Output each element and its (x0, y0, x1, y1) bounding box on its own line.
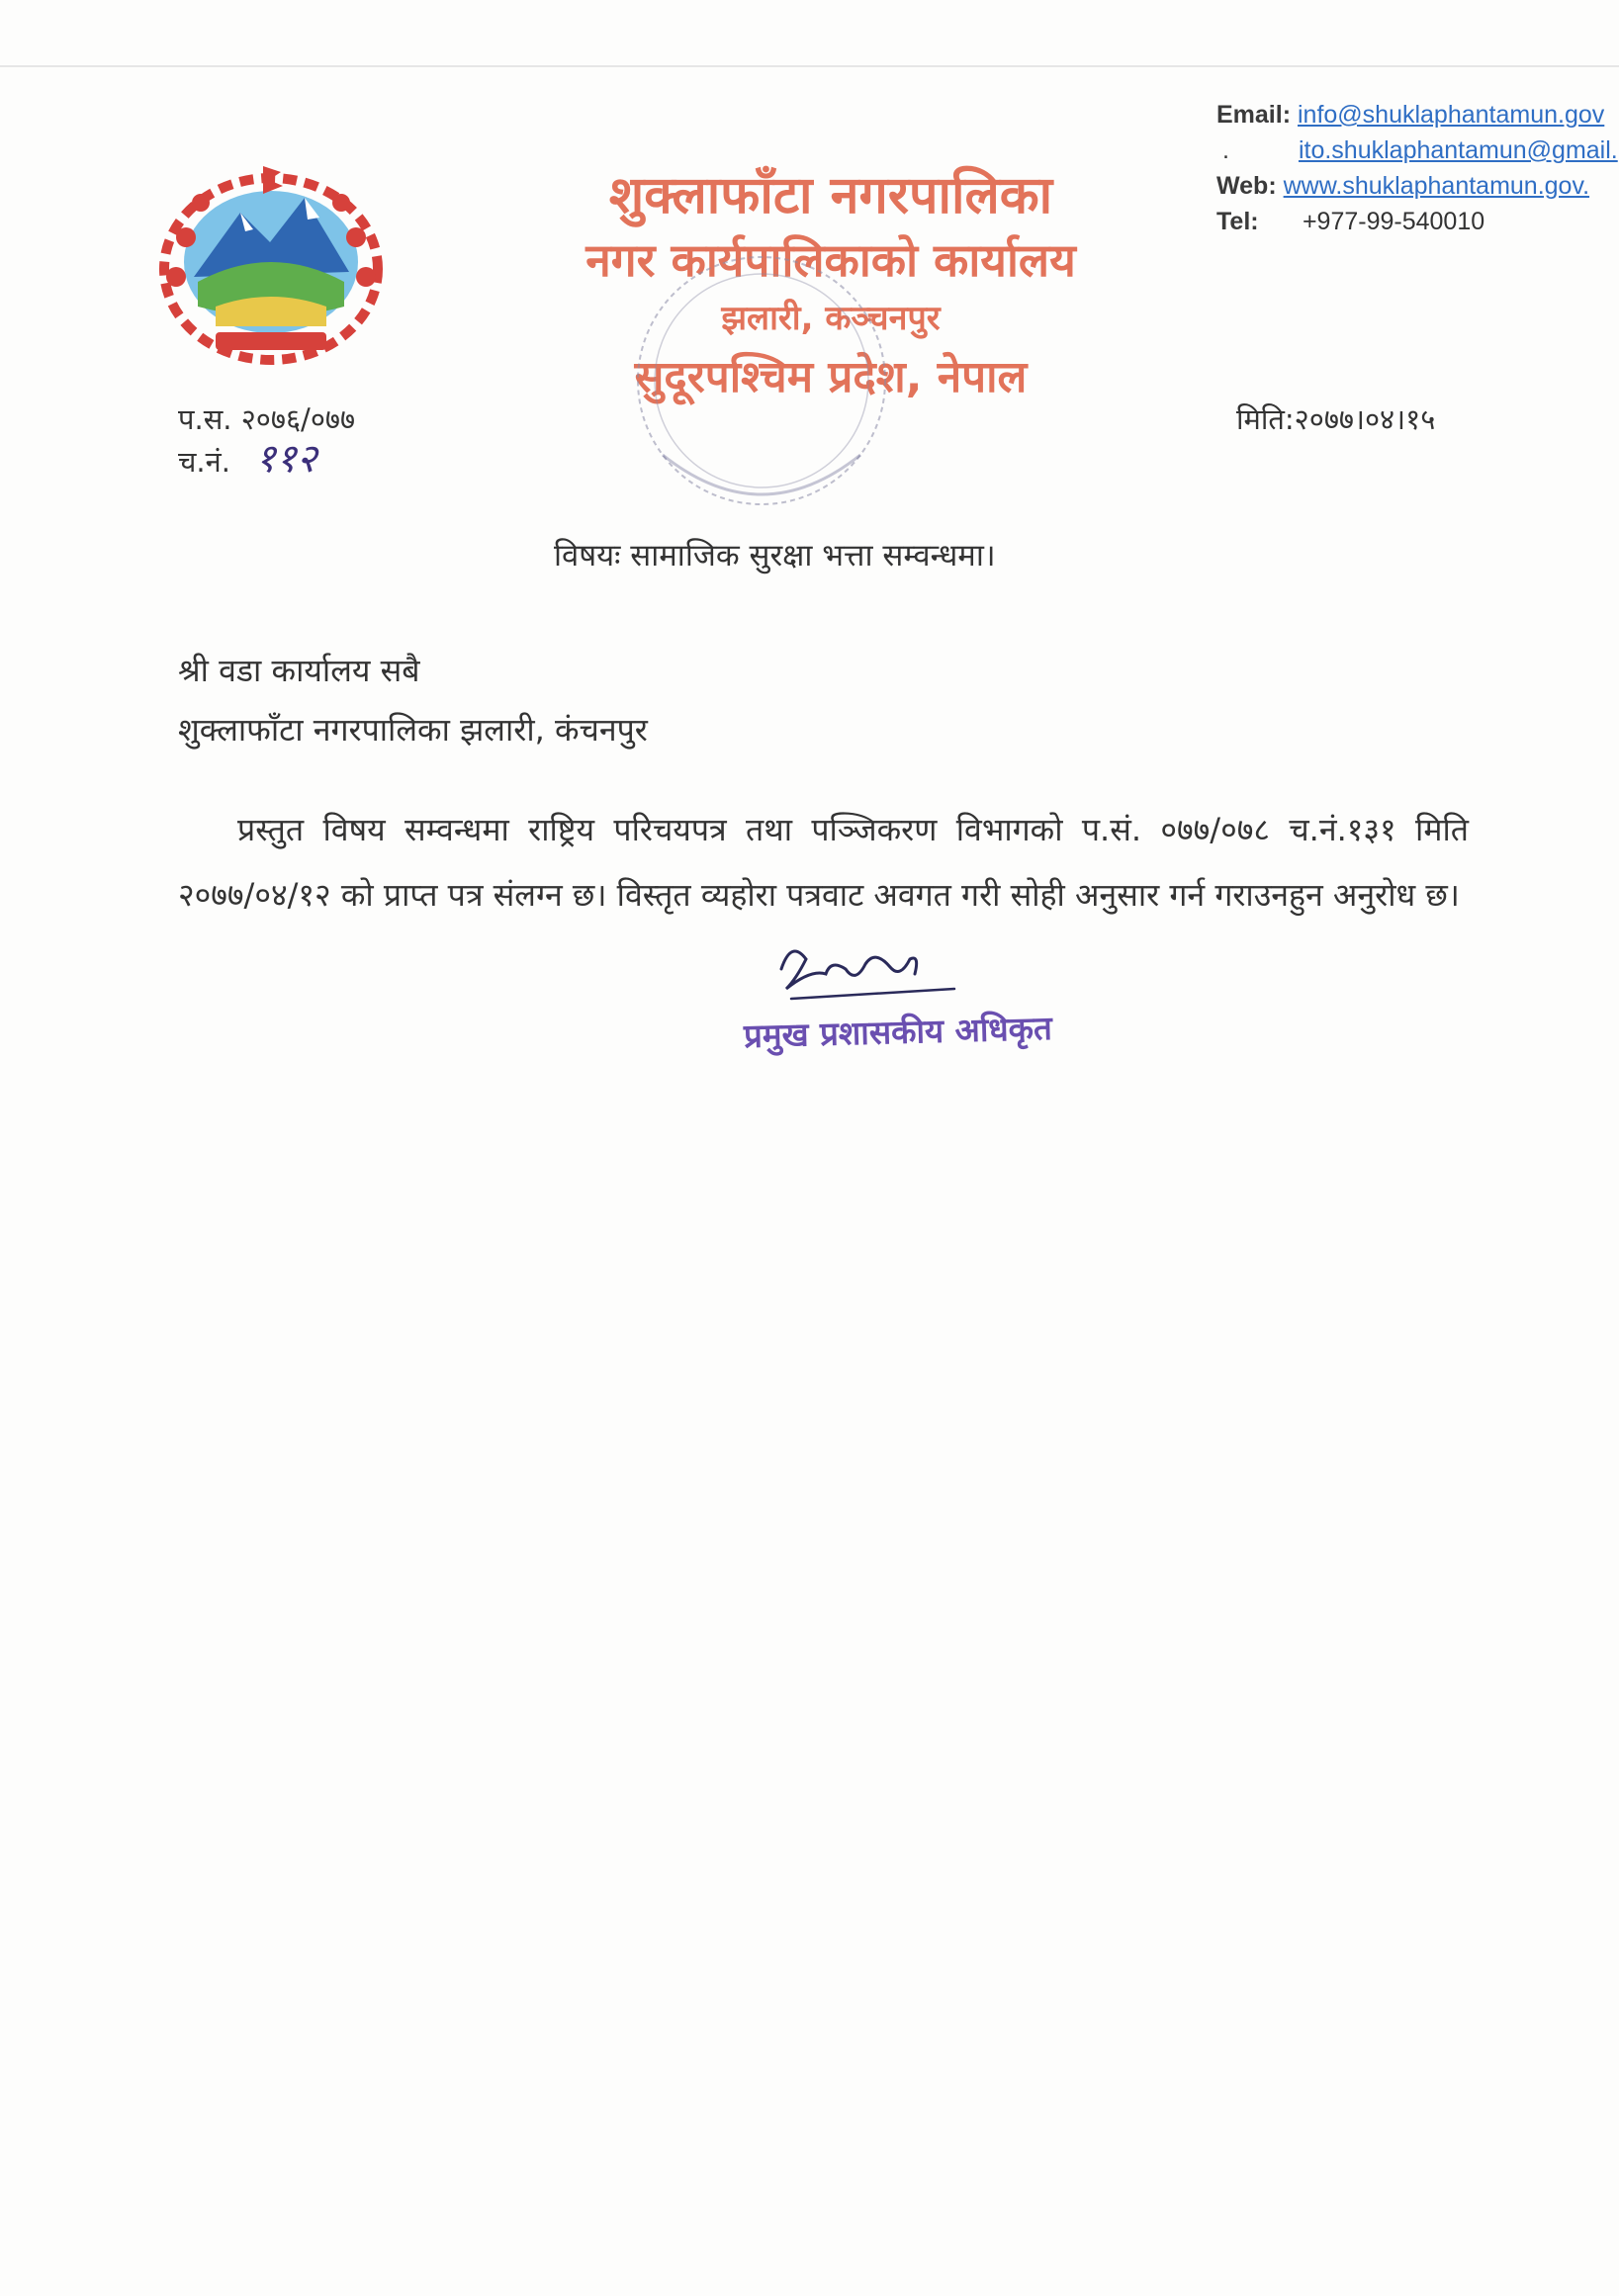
website-link[interactable]: www.shuklaphantamun.gov. (1283, 172, 1590, 200)
office-location: झलारी, कञ्चनपुर (721, 299, 941, 338)
office-name: नगर कार्यपालिकाको कार्यालय (585, 233, 1076, 287)
email-label: Email: (1216, 101, 1292, 129)
recipient-line-2: शुक्लाफाँटा नगरपालिका झलारी, कंचनपुर (178, 711, 648, 749)
dispatch-number-handwritten: ११२ (255, 436, 317, 482)
nepal-emblem-icon (146, 158, 396, 372)
letter-subject: विषयः सामाजिक सुरक्षा भत्ता सम्वन्धमा। (554, 538, 996, 574)
recipient-address (178, 641, 648, 759)
contact-info (1216, 97, 1619, 239)
tel-number: +977-99-540010 (1302, 208, 1485, 235)
signatory-title: प्रमुख प्रशासकीय अधिकृत (743, 1008, 1053, 1056)
web-label: Web: (1216, 172, 1277, 200)
signature-icon (771, 929, 969, 1018)
letter-ref-number: प.स. २०७६/०७७ (178, 402, 356, 436)
municipality-name: शुक्लाफाँटा नगरपालिका (608, 166, 1053, 225)
office-stamp-icon (623, 237, 900, 524)
province-country: सुदूरपश्चिम प्रदेश, नेपाल (634, 352, 1028, 402)
tel-label: Tel: (1216, 208, 1259, 235)
reference-numbers (178, 399, 355, 482)
email-bullet: . (1222, 136, 1229, 164)
letter-body: प्रस्तुत विषय सम्वन्धमा राष्ट्रिय परिचयपत्र तथा पञ्जिकरण विभागको प.सं. ०७७/०७८ च.नं.१३१ मिति २०७७/०४/१२ को प्राप्त पत्र संलग्न छ। विस्तृत व्यहोरा पत्रवाट अवगत गरी सोही अनुसार गर्न गराउनहुन अनुरोध छ। (178, 811, 1469, 914)
letter-date: मिति:२०७७।०४।१५ (1236, 402, 1436, 436)
dispatch-number-row (178, 436, 355, 482)
email-link-secondary[interactable]: ito.shuklaphantamun@gmail. (1298, 136, 1618, 164)
dispatch-number-label: च.नं. (178, 445, 230, 479)
top-scan-edge (0, 65, 1619, 67)
email-link-primary[interactable]: info@shuklaphantamun.gov (1297, 101, 1605, 129)
recipient-line-1: श्री वडा कार्यालय सबै (178, 652, 420, 689)
